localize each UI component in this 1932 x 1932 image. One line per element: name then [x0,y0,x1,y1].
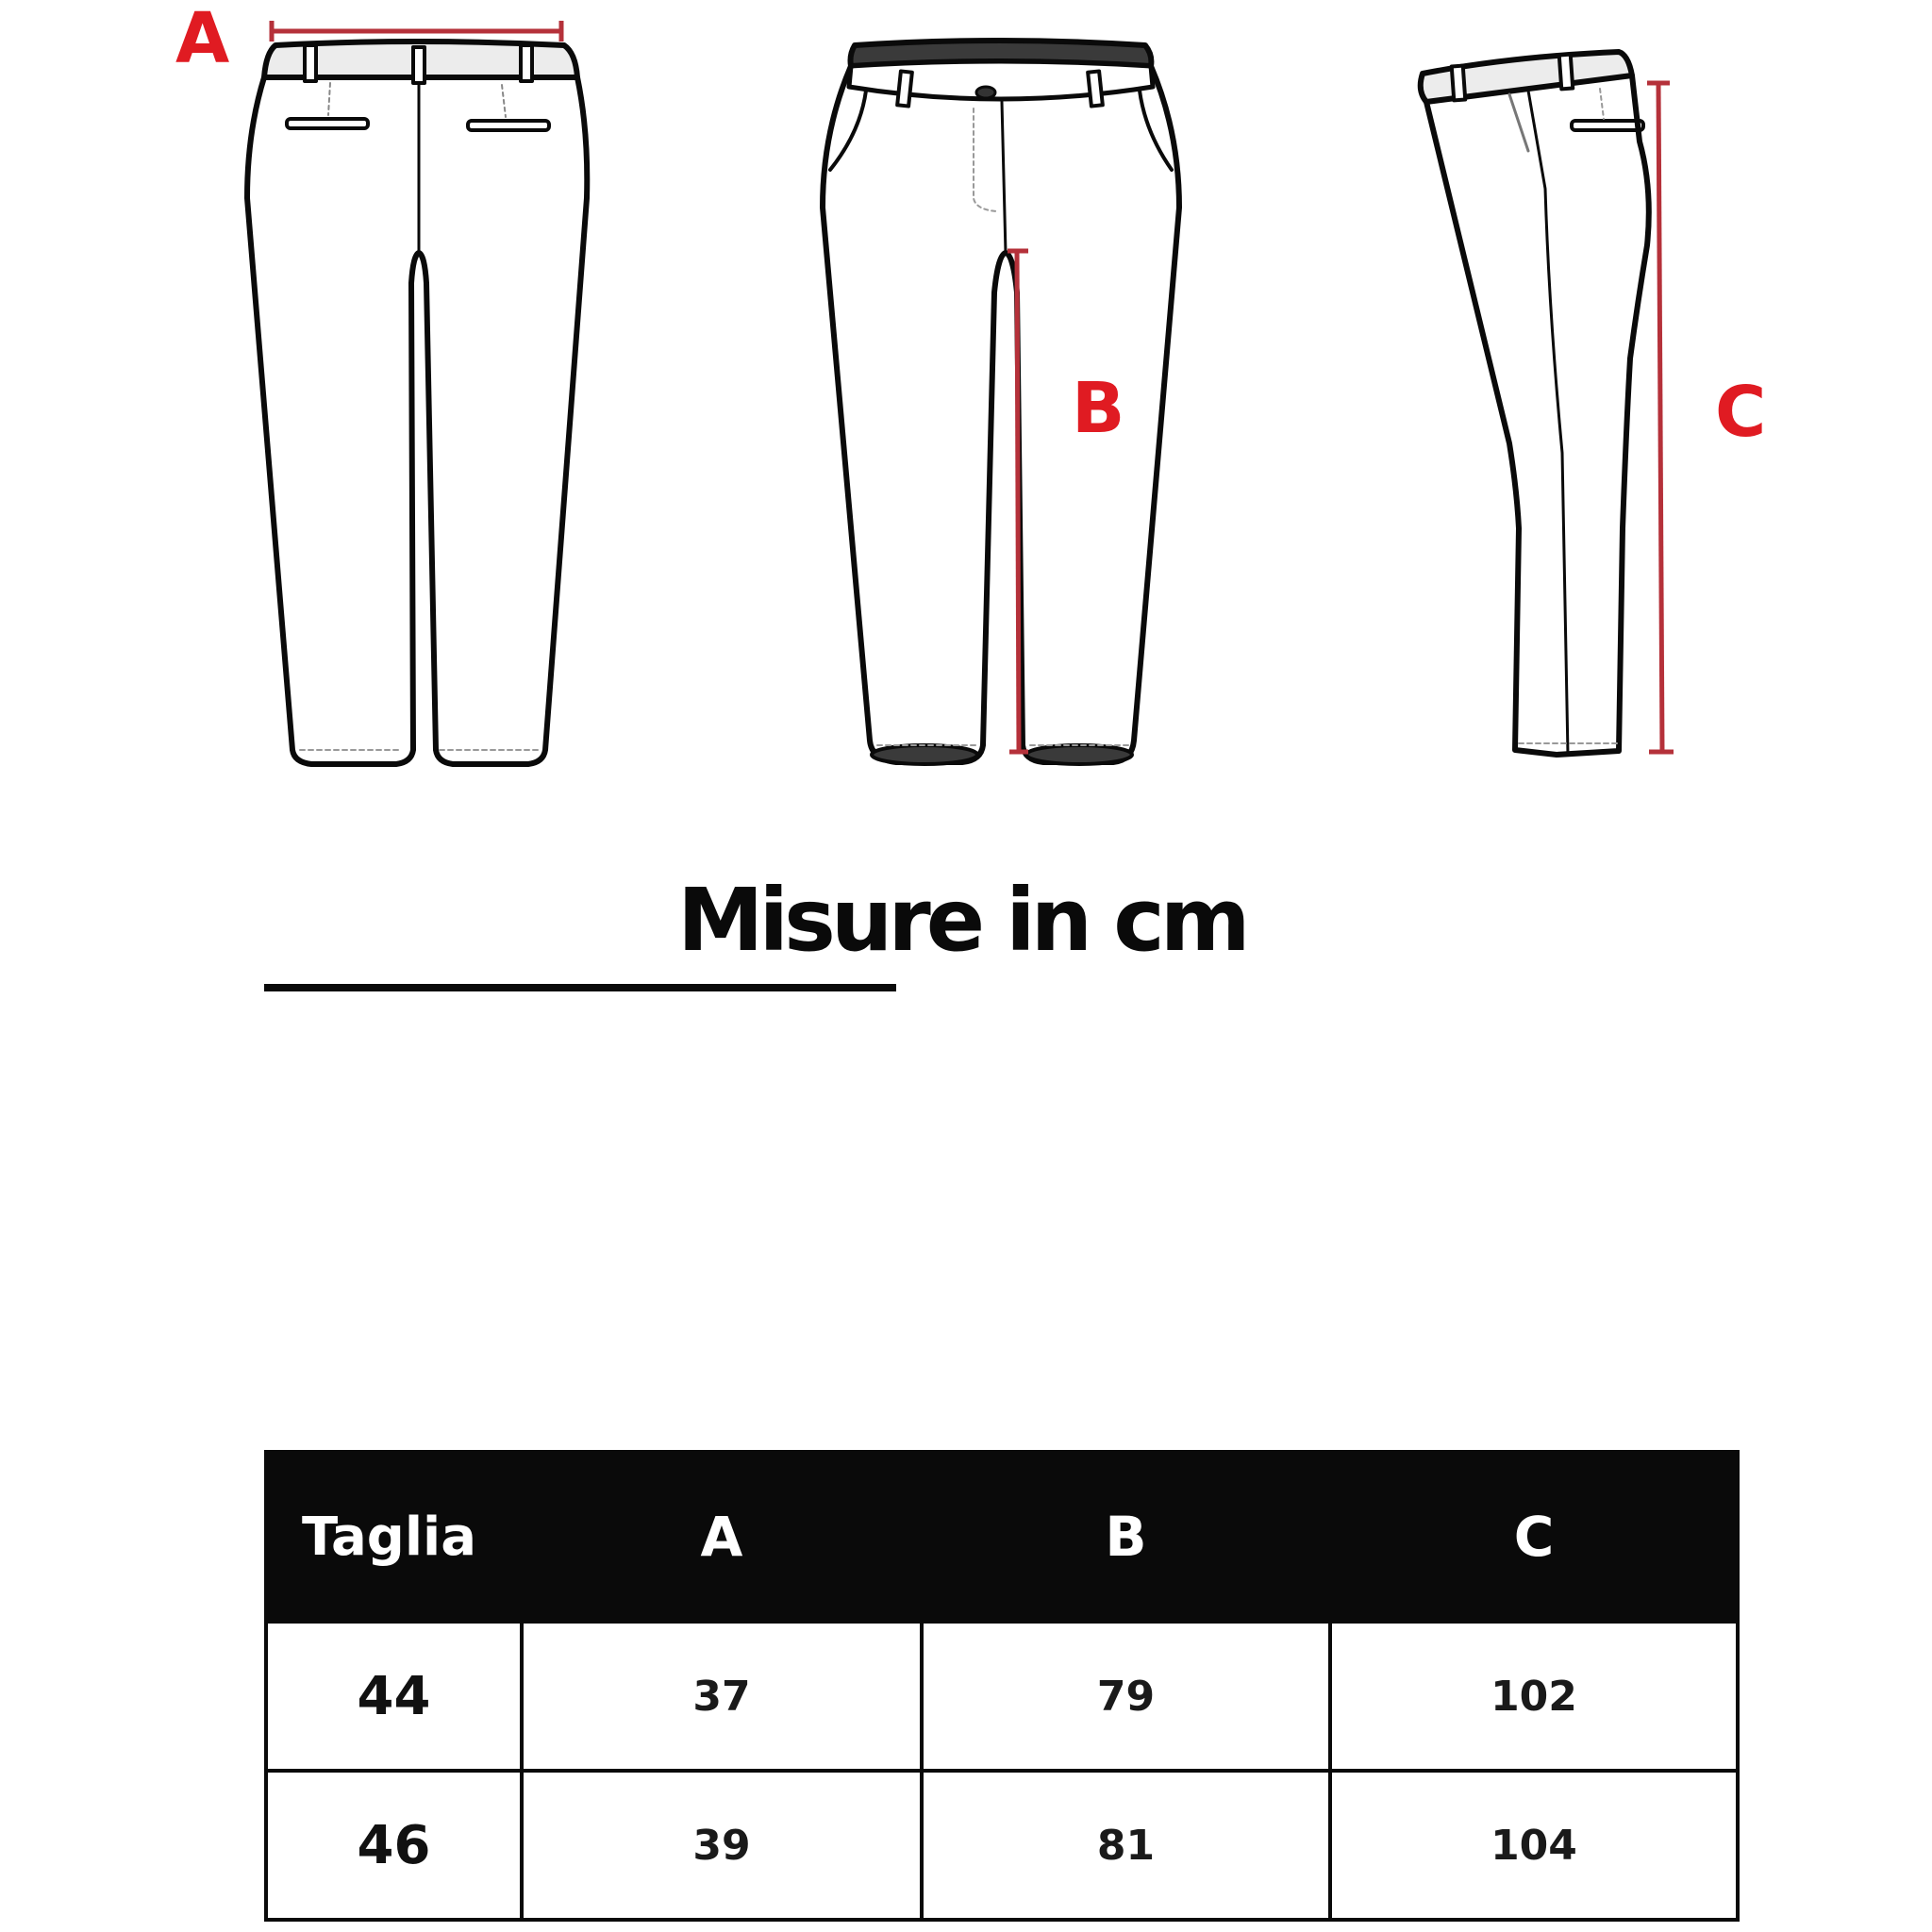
cell-b: 79 [922,1622,1330,1771]
garment-drawings [0,0,1932,811]
table-row [266,1771,1738,1920]
table-row [266,1622,1738,1771]
pants-illustration [0,0,1932,811]
header-c: C [1330,1452,1738,1622]
dimension-a-line [272,21,561,42]
dimension-label-c: C [1715,372,1767,453]
dimension-label-b: B [1072,368,1125,449]
cell-c: 104 [1330,1771,1738,1920]
header-a: A [522,1452,922,1622]
cell-a: 37 [522,1622,922,1771]
header-size: Taglia [266,1452,522,1622]
cell-b: 81 [922,1771,1330,1920]
size-table [264,1450,1740,1922]
title-underline [264,984,896,991]
dimension-b-line [1008,251,1028,752]
cell-size: 44 [266,1622,522,1771]
dimension-label-a: A [175,0,230,79]
cell-size: 46 [266,1771,522,1920]
pants-front-view [823,41,1179,764]
pants-side-view [1421,52,1649,755]
cell-c: 102 [1330,1622,1738,1771]
header-b: B [922,1452,1330,1622]
dimension-c-line [1647,83,1674,752]
page-title: Misure in cm [677,870,1246,971]
pants-back-view [247,42,587,764]
table-header-row [266,1452,1738,1622]
cell-a: 39 [522,1771,922,1920]
